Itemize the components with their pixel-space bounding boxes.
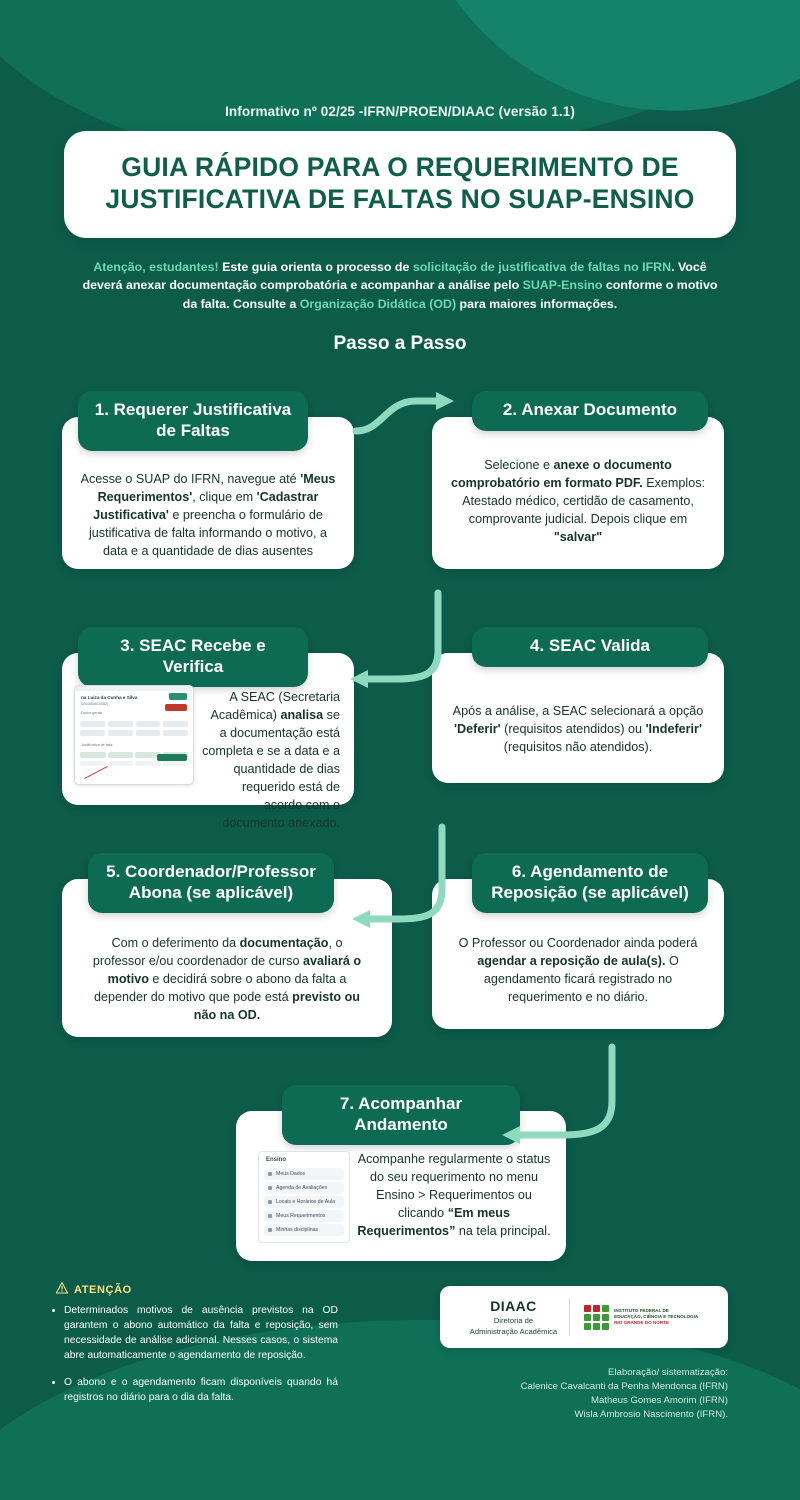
step-7-text-b: “Em meus Requerimentos” [357,1206,510,1238]
ifrn-line-3: RIO GRANDE DO NORTE [614,1320,670,1326]
intro-part-6: conforme o motivo da falta. Consulte a [182,278,718,311]
screenshot-chip [108,721,133,727]
intro-part-2: Este guia orienta o processo de [218,259,413,274]
document-icon [268,1214,272,1218]
step-5-text-b: documentação [239,936,329,951]
user-icon [268,1172,272,1176]
credits-line-1: Elaboração/ sistematização: [608,1367,728,1378]
screenshot-chip [108,730,133,736]
credits-line-2: Calenice Cavalcanti da Penha Mendonca (IFRN) [520,1380,728,1392]
intro-attention: Atenção, estudantes! [93,259,219,274]
step-3-text-a: A SEAC (Secretaria Acadêmica) [210,690,340,723]
step-4-text [432,653,724,757]
step-1-text-a: Acesse o SUAP do IFRN, navegue até [80,472,301,487]
calendar-icon [268,1186,272,1190]
step-7-title: 7. Acompanhar Andamento [282,1085,520,1144]
step-card-4 [432,636,724,783]
arrow-step6-to-step7 [470,1043,650,1163]
step-5-text-d: avaliará o motivo [107,954,362,987]
step-2-text-b: anexe o documento comprobatório em formato PDF. [450,458,672,491]
menu-item-meus-dados[interactable] [264,1168,344,1180]
screenshot-annotation-line [84,766,107,779]
screenshot-action-button[interactable] [169,693,187,700]
screenshot-cell [108,761,134,766]
menu-item-label: Meus Requerimentos [276,1213,326,1220]
brand-box [440,1286,728,1348]
step-4-text-d: 'Indeferir' [645,722,702,737]
intro-part-8: para maiores informações. [456,296,618,311]
credits-block [438,1366,728,1422]
step-3-text-b: analisa [280,708,324,723]
step-2-title: 2. Anexar Documento [472,391,708,430]
step-3-title: 3. SEAC Recebe e Verifica [78,627,308,686]
suap-requerimento-screenshot [74,685,194,785]
step-2-text [432,417,724,546]
screenshot-cell [135,761,161,766]
step-4-text-a: Após a análise, a SEAC selecionará a opção [452,704,704,719]
screenshot-chip [80,721,105,727]
step-1-text-c: , clique em [192,490,257,505]
step-1-text-b: 'Meus Requerimentos' [97,472,336,505]
menu-item-minhas-disciplinas[interactable] [264,1224,344,1236]
screenshot-tabs-row [75,718,193,739]
step-4-text-e: (requisitos não atendidos). [503,740,653,755]
screenshot-section-label: Dados gerais [81,711,103,716]
arrow-step4-to-step5 [330,823,460,938]
step-1-title: 1. Requerer Justificativa de Faltas [78,391,308,450]
screenshot-table-label: Justificativa de falta [81,743,113,748]
step-5-text-e: e decidirá sobre o abono da falta a depender do motivo que pode está [93,972,347,1005]
step-5-title: 5. Coordenador/Professor Abona (se aplicável) [88,853,334,912]
step-4-text-b: 'Deferir' [454,722,501,737]
ifrn-line-2: EDUCAÇÃO, CIÊNCIA E TECNOLOGIA [614,1313,699,1319]
footer [0,1270,800,1500]
menu-title: Ensino [266,1157,287,1164]
step-1-text-e: e preencha o formulário de justificativa de falta informando o motivo, a data e a quantidade de dias ausentes [88,508,327,558]
section-title: Passo a Passo [333,333,467,355]
step-7-text-a: Acompanhe regularmente o status do seu requerimento no menu Ensino > Requerimentos ou clicando [357,1152,551,1221]
step-6-text-b: agendar a reposição de aula(s). [477,954,666,969]
screenshot-chip [136,730,161,736]
attention-list [64,1304,338,1418]
step-6-title: 6. Agendamento de Reposição (se aplicável) [472,853,708,912]
book-icon [268,1228,272,1232]
clock-icon [268,1200,272,1204]
credits-line-4: Wisla Ambrosio Nascimento (IFRN). [574,1408,728,1420]
screenshot-chip [163,730,188,736]
suap-ensino-menu-screenshot [258,1151,350,1243]
screenshot-table-row [75,760,193,767]
step-6-text-a: O Professor ou Coordenador ainda poderá [458,936,698,951]
screenshot-delete-button[interactable] [165,704,187,711]
ifrn-logo-grid [584,1305,609,1330]
ifrn-logo [584,1305,698,1330]
menu-item-label: Meus Dados [276,1171,306,1178]
attention-label: ATENÇÃO [74,1283,132,1296]
intro-highlight-3: Organização Didática (OD) [299,296,457,311]
step-4-title: 4. SEAC Valida [472,627,708,666]
step-4-text-c: (requisitos atendidos) ou [500,722,646,737]
ifrn-logo-text [614,1308,698,1327]
attention-bullet-1: • Determinados motivos de ausência previstos na OD garantem o abono automático da falta e reposição, sem necessidade de análise adicional. Nesses casos, o sistema abre automaticamente o agendamento de reposição. [64,1304,338,1364]
menu-item-locais-horarios[interactable] [264,1196,344,1208]
document-kicker: Informativo nº 02/25 -IFRN/PROEN/DIAAC (versão 1.1) [225,104,575,119]
screenshot-cell [80,761,106,766]
step-2-text-a: Selecione e [484,458,554,473]
step-card-6 [432,862,724,1029]
menu-item-agenda-avaliacoes[interactable] [264,1182,344,1194]
step-card-3 [62,636,354,830]
step-card-2 [432,400,724,569]
intro-highlight-2: SUAP-Ensino [522,278,603,293]
screenshot-student-id: 0251654610082) [81,702,109,707]
screenshot-student-name: na Luiza da Cunha e Silva [81,695,138,701]
menu-item-label: Agenda de Avaliações [276,1185,328,1192]
step-5-text-f: previsto ou não na OD. [193,990,361,1022]
step-2-text-d: "salvar" [553,529,603,544]
step-5-text-a: Com o deferimento da [111,936,240,951]
diaac-name-line2: Administração Acadêmica [469,1327,558,1336]
diaac-name-line1: Diretoria de [493,1315,534,1325]
step-3-text-c: se a documentação está completa e se a data e a quantidade de dias requerido está de acordo com o documento anexado. [202,708,340,830]
step-2-text-c: Exemplos: Atestado médico, certidão de casamento, comprovante judicial. Depois clique em [462,476,706,527]
page-title: GUIA RÁPIDO PARA O REQUERIMENTO DE JUSTIFICATIVA DE FALTAS NO SUAP-ENSINO [105,152,695,215]
intro-highlight-1: solicitação de justificativa de faltas no IFRN [412,259,672,274]
steps-flow [0,371,800,1271]
step-6-text-c: O agendamento ficará registrado no requerimento e no diário. [483,954,679,1005]
step-5-text-c: , o professor e/ou coordenador de curso [92,936,343,969]
screenshot-cell [163,761,189,766]
arrow-step2-to-step3 [330,589,460,699]
screenshot-save-button[interactable] [157,754,187,761]
ifrn-line-1: INSTITUTO FEDERAL DE [614,1307,669,1313]
screenshot-col-data-fim [108,752,134,758]
screenshot-chip [163,721,188,727]
screenshot-col-data-falta [80,752,106,758]
screenshot-chip [80,730,105,736]
menu-item-meus-requerimentos[interactable] [264,1210,344,1222]
diaac-acronym: DIAAC [490,1297,537,1314]
step-1-text-d: 'Cadastrar Justificativa' [93,490,319,523]
attention-heading [56,1282,132,1297]
attention-bullet-2: • O abono e o agendamento ficam disponíveis quando há registros no diário para o dia da falta. [64,1376,338,1406]
step-card-1 [62,400,354,569]
diaac-logo [470,1298,570,1337]
warning-icon [56,1282,68,1297]
credits-line-3: Matheus Gomes Amorim (IFRN) [590,1394,728,1406]
intro-part-4: . Você deverá anexar documentação comprobatória e acompanhar a análise pelo [82,259,707,293]
intro-paragraph [80,258,720,314]
step-7-text-c: na tela principal. [455,1223,551,1238]
menu-item-label: Minhas disciplinas [276,1227,319,1234]
title-card [64,131,736,238]
screenshot-chip [136,721,161,727]
menu-item-label: Locais e Horários de Aula [276,1199,336,1206]
arrow-step1-to-step2 [352,391,462,437]
